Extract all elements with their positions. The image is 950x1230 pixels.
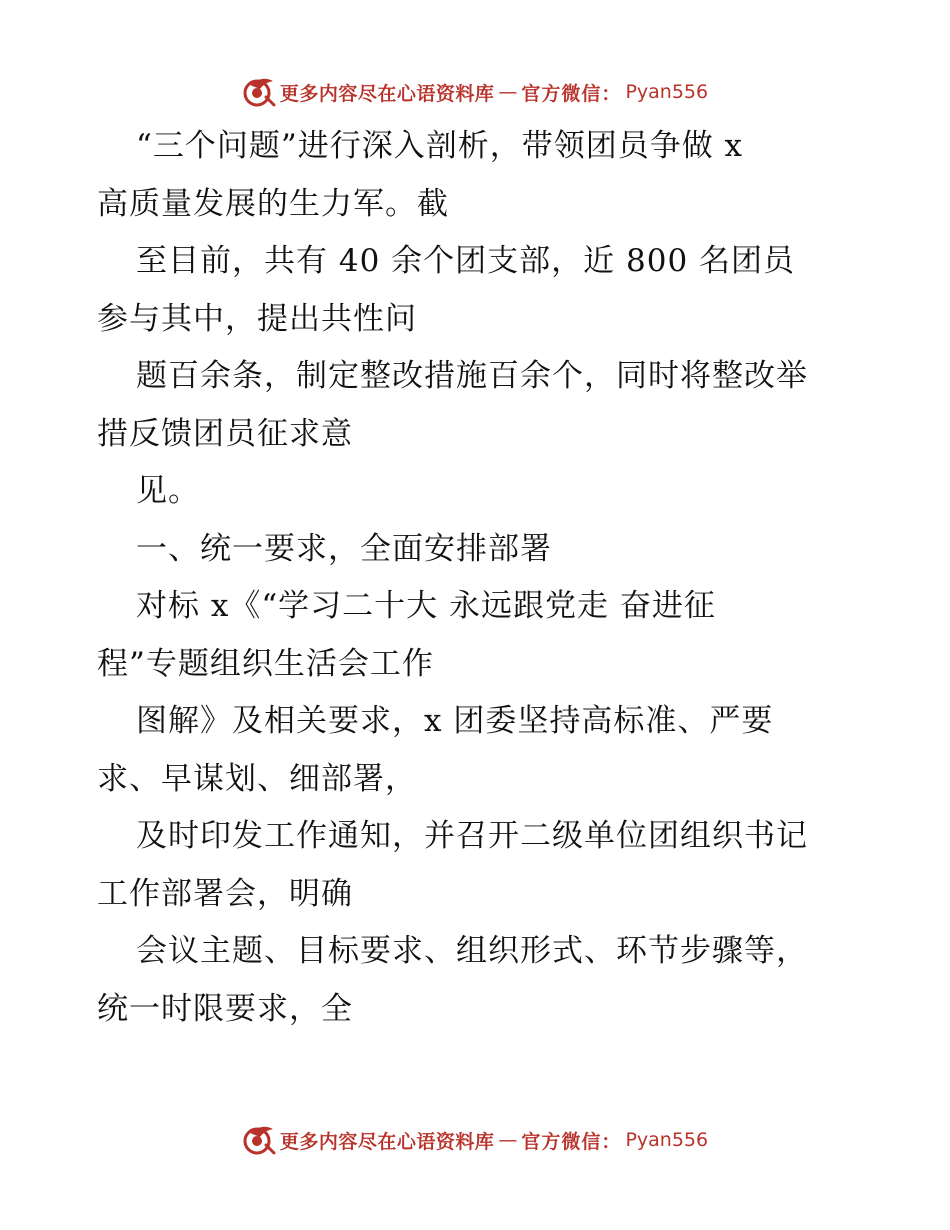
body-line-2: 高质量发展的生力军。截 [97, 185, 449, 222]
body-line-16: 统一时限要求，全 [97, 990, 353, 1027]
body-line-3: 至目前，共有 40 余个团支部，近 800 名团员 [136, 243, 796, 279]
body-line-14: 工作部署会，明确 [97, 875, 353, 912]
body-line-4: 参与其中，提出共性问 [97, 300, 417, 337]
logo-icon [242, 75, 276, 109]
header-wechat-label: 官方微信： [521, 82, 622, 105]
section-heading: 一、统一要求，全面安排部署 [136, 530, 552, 567]
footer-wechat-id: Pyan556 [625, 1129, 709, 1151]
footer-wechat-label: 官方微信： [521, 1130, 622, 1153]
header-wechat-id: Pyan556 [625, 81, 709, 103]
document-body [97, 118, 867, 1038]
footer-brand [242, 1123, 708, 1157]
body-line-6: 措反馈团员征求意 [97, 415, 353, 452]
page-header [0, 72, 950, 112]
logo-icon [242, 1123, 276, 1157]
footer-separator: — [498, 1129, 518, 1151]
page-footer [0, 1120, 950, 1160]
header-brand [242, 75, 708, 109]
header-brand-text: 更多内容尽在心语资料库 [279, 82, 495, 105]
body-line-7: 见。 [136, 473, 200, 509]
header-separator: — [498, 81, 518, 103]
body-line-12: 求、早谋划、细部署， [97, 760, 417, 797]
body-line-1: “三个问题”进行深入剖析，带领团员争做 x [136, 128, 744, 164]
body-line-11: 图解》及相关要求，x 团委坚持高标准、严要 [136, 703, 774, 739]
body-line-15: 会议主题、目标要求、组织形式、环节步骤等， [136, 933, 808, 969]
body-line-9: 对标 x《“学习二十大 永远跟党走 奋进征 [136, 588, 716, 624]
body-line-10: 程”专题组织生活会工作 [97, 645, 434, 682]
body-line-13: 及时印发工作通知，并召开二级单位团组织书记 [136, 818, 808, 854]
footer-brand-text: 更多内容尽在心语资料库 [279, 1130, 495, 1153]
body-line-5: 题百余条，制定整改措施百余个，同时将整改举 [136, 358, 808, 394]
